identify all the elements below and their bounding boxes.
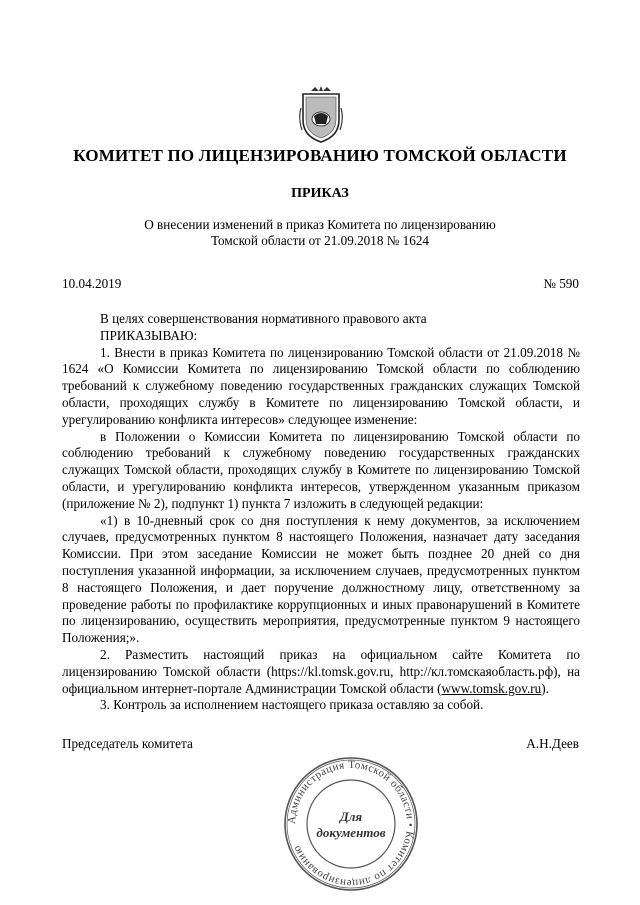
coat-of-arms-icon bbox=[297, 86, 345, 144]
document-subject bbox=[0, 217, 640, 249]
official-stamp bbox=[282, 755, 420, 893]
item-2-end: ). bbox=[541, 680, 549, 696]
document-body bbox=[62, 311, 580, 714]
paragraph-item-3: 3. Контроль за исполнением настоящего приказа оставляю за собой. bbox=[100, 697, 484, 713]
subject-line-1: О внесении изменений в приказ Комитета по лицензированию bbox=[144, 217, 496, 232]
subject-line-2: Томской области от 21.09.2018 № 1624 bbox=[210, 233, 430, 248]
portal-link[interactable]: www.tomsk.gov.ru bbox=[441, 680, 542, 696]
item-2-text: 2. Разместить настоящий приказ на официальном сайте Комитета по лицензированию Томской области (https://kl.tomsk.gov.ru, http://кл.томскаяобласть.рф), на официальном интернет-портале Администрации Томской области ( bbox=[62, 646, 580, 696]
document-date: 10.04.2019 bbox=[62, 276, 122, 291]
paragraph-order-word: ПРИКАЗЫВАЮ: bbox=[100, 327, 198, 343]
paragraph-preamble: В целях совершенствования нормативного правового акта bbox=[100, 311, 427, 326]
paragraph-amendment: в Положении о Комиссии Комитета по лицензированию Томской области по соблюдению требований к служебному поведению государственных гражданских служащих Томской области, проходящих службу в Комитете по лицензированию Томской области, и урегулированию конфликта интересов, утвержденном указанным приказом (приложение № 2), подпункт 1) пункта 7 изложить в следующей редакции: bbox=[62, 428, 580, 511]
paragraph-new-wording: «1) в 10-дневный срок со дня поступления к нему документов, за исключением случаев, предусмотренных пунктом 8 настоящего Положения, назначает дату заседания Комиссии. При этом заседание Комиссии не может быть позднее 20 дней со дня поступления указанной информации, за исключением случаев, предусмотренных пунктом 8 настоящего Положения, и дает поручение должностному лицу, ответственному за проведение работы по профилактике коррупционных и иных правонарушений в Комитете по лицензированию, осуществить мероприятия, предусмотренные пунктом 9 настоящего Положения;». bbox=[62, 512, 580, 646]
signatory-name: А.Н.Деев bbox=[526, 736, 579, 751]
stamp-center-line-2: документов bbox=[316, 825, 386, 840]
stamp-center-line-1: Для bbox=[339, 809, 363, 824]
document-type: ПРИКАЗ bbox=[291, 186, 349, 201]
committee-title: КОМИТЕТ ПО ЛИЦЕНЗИРОВАНИЮ ТОМСКОЙ ОБЛАСТИ bbox=[73, 146, 567, 165]
document-number: № 590 bbox=[543, 276, 579, 291]
paragraph-item-2 bbox=[62, 647, 580, 697]
paragraph-item-1: 1. Внести в приказ Комитета по лицензированию Томской области от 21.09.2018 № 1624 «О Комиссии Комитета по лицензированию Томской области по соблюдению требований к служебному поведению государственных гражданских служащих Томской области, проходящих службу в Комитете по лицензированию Томской области, и урегулированию конфликта интересов» следующее изменение: bbox=[62, 344, 580, 427]
stamp-ring-text: Администрация Томской области • Комитет по лицензированию bbox=[285, 758, 417, 890]
signatory-position: Председатель комитета bbox=[62, 736, 193, 751]
